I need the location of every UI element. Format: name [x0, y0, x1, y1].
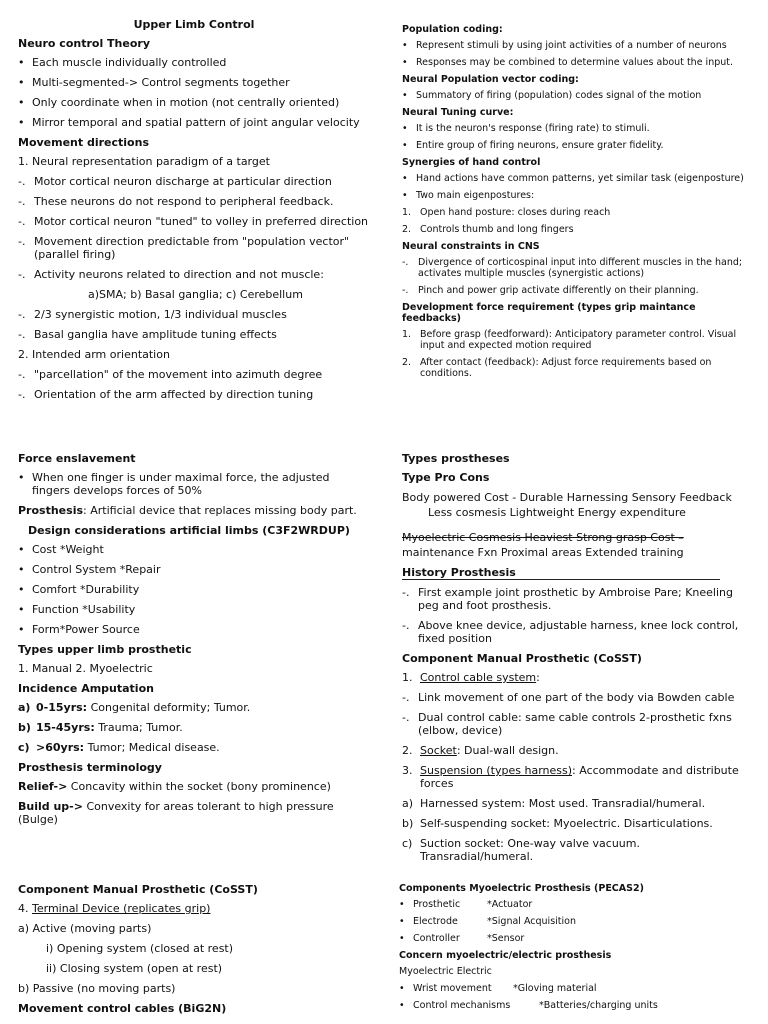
list-item: 1. Neural representation paradigm of a target [18, 155, 270, 168]
development-force-heading: Development force requirement (types grip maintance feedbacks) [402, 302, 696, 324]
synergies-heading: Synergies of hand control [402, 157, 541, 168]
list-item [402, 797, 754, 810]
list-item: • Responses may be combined to determine values about the input. [402, 57, 754, 68]
definition: Convexity for areas tolerant to high pressure (Bulge) [18, 800, 334, 826]
item-term: Suspension (types harness) [420, 764, 573, 777]
upper-limb-control-section [18, 18, 370, 408]
list-item: -. Above knee device, adjustable harness, knee lock control, fixed position [402, 619, 754, 645]
myoelectric-row: Myoelectric Cosmesis Heaviest Strong grasp Cost – [402, 531, 684, 544]
list-item: • When one finger is under maximal force, the adjusted fingers develops forces of 50% [18, 471, 370, 497]
list-item: 2. Intended arm orientation [18, 348, 170, 361]
table-header-row: Type Pro Cons [402, 471, 490, 484]
item-text: *Sensor [487, 933, 525, 944]
types-prostheses-heading: Types prostheses [402, 452, 510, 465]
types-prostheses-section [402, 452, 754, 870]
item-text: : Accommodate and distribute forces [420, 764, 739, 790]
age-range: >60yrs: [36, 741, 85, 754]
list-item [402, 329, 754, 351]
list-item [18, 721, 370, 734]
list-item: • Each muscle individually controlled [18, 56, 370, 69]
tuning-curve-heading: Neural Tuning curve: [402, 107, 514, 118]
item-text: Trauma; Tumor. [94, 721, 183, 734]
list-item: -. First example joint prosthetic by Ambroise Pare; Kneeling peg and foot prosthesis. [402, 586, 754, 612]
age-range: 0-15yrs: [36, 701, 88, 714]
list-item: • Control System *Repair [18, 563, 370, 576]
terminal-device-section [18, 883, 370, 1021]
item-number: 3. [402, 764, 413, 777]
item-text: Harnessed system: Most used. Transradial/humeral. [420, 797, 706, 810]
term: Build up-> [18, 800, 83, 813]
list-item [399, 1000, 751, 1011]
item-number: b) [402, 817, 414, 830]
design-considerations-heading: Design considerations artificial limbs (C3F2WRDUP) [28, 524, 350, 537]
item-number: c) [18, 741, 30, 754]
item-number: b) [18, 721, 31, 734]
list-item: • Hand actions have common patterns, yet similar task (eigenposture) [402, 173, 754, 184]
list-item: -. Dual control cable: same cable controls 2-prosthetic fxns (elbow, device) [402, 711, 754, 737]
item-text: *Signal Acquisition [487, 916, 576, 927]
list-item [399, 983, 751, 994]
list-item: -. Pinch and power grip activate differently on their planning. [402, 285, 754, 296]
list-item: -. Activity neurons related to direction and not muscle: [18, 268, 370, 281]
list-item [402, 744, 754, 757]
list-item [402, 224, 754, 235]
list-item: • Function *Usability [18, 603, 370, 616]
item-number: 1. [402, 207, 412, 218]
list-item [18, 701, 370, 714]
list-item: -. "parcellation" of the movement into azimuth degree [18, 368, 370, 381]
item-number: 1. [402, 671, 413, 684]
item-text: Before grasp (feedforward): Anticipatory parameter control. Visual input and expected motion required [420, 329, 737, 351]
item-number: a) [402, 797, 414, 810]
item-text: Controls thumb and long fingers [420, 224, 574, 235]
components-myoelectric-heading: Components Myoelectric Prosthesis (PECAS2) [399, 883, 644, 894]
prosthesis-terminology-heading: Prosthesis terminology [18, 761, 162, 774]
definition: Concavity within the socket (bony prominence) [67, 780, 331, 793]
item-number: 2. [402, 224, 412, 235]
list-item [18, 741, 370, 754]
item-text: Wrist movement [413, 983, 492, 994]
list-item [402, 837, 754, 863]
population-coding-heading: Population coding: [402, 24, 503, 35]
item-text: Suction socket: One-way valve vacuum. Transradial/humeral. [420, 837, 640, 863]
item-number: 2. [402, 744, 413, 757]
population-coding-section [402, 24, 754, 385]
list-item [402, 207, 754, 218]
list-item [399, 916, 751, 927]
item-number: c) [402, 837, 413, 850]
list-item: -. Basal ganglia have amplitude tuning effects [18, 328, 370, 341]
component-manual-heading: Component Manual Prosthetic (CoSST) [402, 652, 642, 665]
list-item: 1. Control cable system: [402, 671, 540, 684]
item-text: After contact (feedback): Adjust force requirements based on conditions. [420, 357, 712, 379]
concern-heading: Concern myoelectric/electric prosthesis [399, 950, 612, 961]
list-item: • Multi-segmented-> Control segments together [18, 76, 370, 89]
item-text: Self-suspending socket: Myoelectric. Disarticulations. [420, 817, 713, 830]
item-number: 4. [18, 902, 32, 915]
list-item: -. Divergence of corticospinal input into different muscles in the hand; activates multiple muscles (synergistic actions) [402, 257, 754, 279]
list-item [399, 933, 751, 944]
list-item: • Two main eigenpostures: [402, 190, 754, 201]
build-up-definition [18, 800, 370, 826]
list-item: • Only coordinate when in motion (not centrally oriented) [18, 96, 370, 109]
neural-constraints-heading: Neural constraints in CNS [402, 241, 540, 252]
term: Relief-> [18, 780, 68, 793]
list-item: -. These neurons do not respond to peripheral feedback. [18, 195, 370, 208]
list-item: a)SMA; b) Basal ganglia; c) Cerebellum [88, 288, 303, 301]
list-item: i) Opening system (closed at rest) [46, 942, 234, 955]
population-vector-heading: Neural Population vector coding: [402, 74, 579, 85]
relief-definition [18, 780, 370, 793]
list-item: -. Movement direction predictable from "population vector" (parallel firing) [18, 235, 370, 261]
item-text: Controller [413, 933, 460, 944]
item-number: a) [18, 701, 31, 714]
item-text: Control mechanisms [413, 1000, 511, 1011]
list-item: • It is the neuron's response (firing rate) to stimuli. [402, 123, 754, 134]
list-item [18, 902, 370, 915]
list-item: -. 2/3 synergistic motion, 1/3 individual muscles [18, 308, 370, 321]
incidence-amputation-heading: Incidence Amputation [18, 682, 154, 695]
concern-header-row: Myoelectric Electric [399, 966, 492, 977]
item-text: Terminal Device (replicates grip) [32, 902, 211, 915]
myoelectric-components-section [399, 883, 751, 1017]
item-text: *Gloving material [513, 983, 597, 994]
body-powered-row: Body powered Cost - Durable Harnessing Sensory Feedback [402, 491, 732, 504]
item-text: *Batteries/charging units [539, 1000, 658, 1011]
list-item: • Form*Power Source [18, 623, 370, 636]
force-enslavement-heading: Force enslavement [18, 452, 136, 465]
list-item: • Entire group of firing neurons, ensure grater fidelity. [402, 140, 754, 151]
body-powered-row-cont: Less cosmesis Lightweight Energy expenditure [428, 506, 686, 519]
list-item: • Comfort *Durability [18, 583, 370, 596]
list-item [402, 817, 754, 830]
item-text: : Dual-wall design. [456, 744, 559, 757]
list-item: • Mirror temporal and spatial pattern of joint angular velocity [18, 116, 370, 129]
history-prosthesis-heading: History Prosthesis [402, 566, 720, 580]
item-number: 1. [402, 329, 412, 340]
item-text: *Actuator [487, 899, 533, 910]
item-text: Control cable system [420, 671, 537, 684]
force-enslavement-section [18, 452, 370, 833]
list-item [402, 357, 754, 379]
types-upper-limb-heading: Types upper limb prosthetic [18, 643, 192, 656]
movement-directions-heading: Movement directions [18, 136, 149, 149]
list-item: -. Orientation of the arm affected by direction tuning [18, 388, 370, 401]
list-item: -. Motor cortical neuron discharge at particular direction [18, 175, 370, 188]
myoelectric-row-cont: maintenance Fxn Proximal areas Extended training [402, 546, 684, 559]
neuro-control-heading: Neuro control Theory [18, 37, 151, 50]
list-item: a) Active (moving parts) [18, 922, 152, 935]
list-item [399, 899, 751, 910]
list-item: b) Passive (no moving parts) [18, 982, 176, 995]
item-text: Prosthetic [413, 899, 461, 910]
age-range: 15-45yrs: [36, 721, 95, 734]
item-term: Socket [420, 744, 457, 757]
page-title: Upper Limb Control [133, 18, 255, 31]
list-item: • Summatory of firing (population) codes signal of the motion [402, 90, 754, 101]
term: Prosthesis [18, 504, 84, 517]
component-manual-heading: Component Manual Prosthetic (CoSST) [18, 883, 258, 896]
list-item: • Cost *Weight [18, 543, 370, 556]
item-text: Congenital deformity; Tumor. [87, 701, 251, 714]
item-text: Open hand posture: closes during reach [420, 207, 611, 218]
list-item: • Represent stimuli by using joint activities of a number of neurons [402, 40, 754, 51]
list-item: -. Motor cortical neuron "tuned" to volley in preferred direction [18, 215, 370, 228]
list-item: ii) Closing system (open at rest) [46, 962, 223, 975]
item-number: 2. [402, 357, 412, 368]
prosthesis-definition [18, 504, 370, 517]
list-item: 1. Manual 2. Myoelectric [18, 662, 153, 675]
item-text: Tumor; Medical disease. [84, 741, 220, 754]
list-item: -. Link movement of one part of the body via Bowden cable [402, 691, 754, 704]
movement-control-cables-heading: Movement control cables (BiG2N) [18, 1002, 227, 1015]
definition: : Artificial device that replaces missing body part. [83, 504, 357, 517]
item-text: Electrode [413, 916, 458, 927]
list-item [402, 764, 754, 790]
